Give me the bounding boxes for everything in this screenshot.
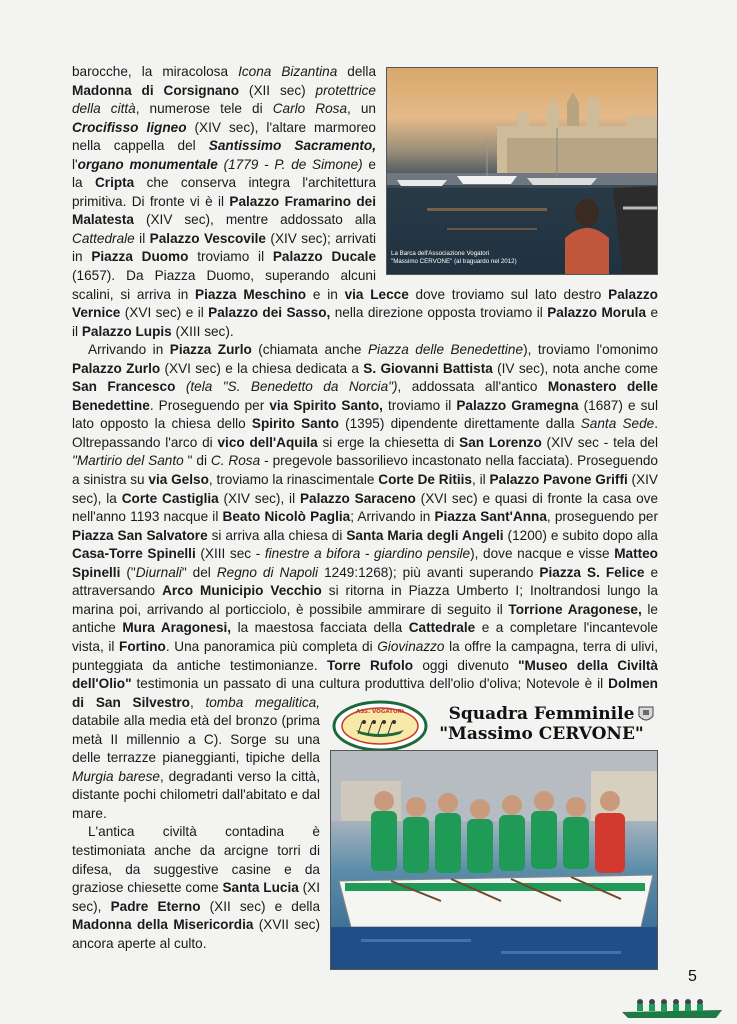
logo-text: ASS. VOGATORI bbox=[356, 709, 404, 715]
text-run: , numerose tele di bbox=[135, 101, 273, 117]
text-run: (XI sec), bbox=[72, 880, 320, 914]
text-run: la maestosa facciata della bbox=[231, 620, 409, 636]
text-run: " del bbox=[181, 564, 217, 580]
text-run: Murgia barese bbox=[72, 768, 160, 784]
text-run: Torrione Aragonese, bbox=[508, 601, 642, 617]
text-run: Santa Lucia bbox=[222, 880, 299, 896]
text-run: Santa Maria degli Angeli bbox=[346, 527, 504, 543]
text-run: Palazzo Zurlo bbox=[72, 360, 161, 376]
text-run: organo monumentale bbox=[77, 156, 218, 172]
rowing-boat-icon bbox=[620, 992, 724, 1020]
text-run: nella direzione opposta troviamo il bbox=[330, 305, 548, 321]
text-run bbox=[175, 379, 185, 394]
text-run: (XVI sec) e la chiesa dedicata a bbox=[160, 360, 364, 376]
team-title bbox=[425, 704, 658, 744]
text-run: (XIV sec), il bbox=[218, 490, 300, 506]
text-run: Icona Bizantina bbox=[238, 64, 338, 79]
text-run: Madonna di Corsignano bbox=[72, 82, 240, 98]
association-logo bbox=[332, 700, 428, 752]
text-run: . Proseguendo per bbox=[149, 397, 270, 413]
text-run: Spirito Santo bbox=[251, 416, 339, 432]
text-run: (XVII sec) ancora aperte al culto. bbox=[72, 917, 320, 951]
team-photo bbox=[330, 750, 658, 970]
text-run: Palazzo dei Sasso, bbox=[208, 305, 331, 321]
text-run: Palazzo Vescovile bbox=[149, 230, 266, 246]
text-run: che conserva integra l'architettura primitiva. Di fronte vi è il bbox=[72, 175, 377, 209]
text-run: (XIV sec - tela del bbox=[541, 434, 658, 450]
text-run: e il bbox=[72, 305, 659, 339]
text-run: , addossata all'antico bbox=[397, 379, 548, 395]
text-run: vico dell'Aquila bbox=[217, 434, 318, 450]
photo-caption bbox=[391, 250, 571, 266]
text-run: Piazza Zurlo bbox=[169, 342, 252, 358]
text-run: Torre Rufolo bbox=[326, 657, 414, 673]
text-run: Piazza S. Felice bbox=[539, 564, 645, 580]
text-run: databile alla media età del bronzo (prima metà II millennio a C). Sorge su una delle terrazze pianeggianti, tipiche della bbox=[72, 713, 320, 766]
text-run: troviamo il bbox=[188, 249, 273, 265]
text-run: "Museo della Civiltà dell'Olio" bbox=[72, 657, 658, 692]
text-run: (XVI sec) e quasi di fronte la casa ove nell'anno 1193 nacque il bbox=[72, 490, 659, 525]
text-run: . Oltrepassando l'arco di bbox=[72, 416, 658, 450]
harbor-scene-illustration bbox=[387, 68, 658, 275]
text-run: Crocifisso ligneo bbox=[72, 119, 187, 135]
text-run: , degradanti verso la città, distante pochi chilometri dall'abitato e dal mare. bbox=[72, 768, 320, 821]
text-run: il bbox=[134, 230, 150, 246]
text-run: ), troviamo l'omonimo bbox=[523, 342, 658, 358]
text-run: (XII sec) bbox=[239, 82, 316, 98]
text-run: Arrivando in bbox=[88, 342, 170, 358]
text-run: 1249:1268); più avanti superando bbox=[318, 564, 540, 580]
text-run: (1687) e sul lato opposto la chiesa dello bbox=[72, 397, 658, 432]
text-run: l' bbox=[72, 156, 78, 172]
text-run: (XIII sec). bbox=[171, 323, 234, 339]
text-run: Giovinazzo bbox=[377, 638, 445, 654]
text-run: (1395) dipendente direttamente dalla bbox=[338, 416, 581, 432]
text-run: Padre Eterno bbox=[110, 898, 201, 914]
text-run: si erge la chiesetta di bbox=[317, 434, 460, 450]
text-run: Piazza Sant'Anna bbox=[434, 509, 547, 525]
photo-caption-line-1: La Barca dell'Associazione Vogatori bbox=[391, 250, 490, 257]
text-run: (1779 - P. de Simone) bbox=[223, 156, 363, 172]
photo-caption-line-2: "Massimo CERVONE" (al traguardo nel 2012) bbox=[391, 258, 517, 265]
text-run: e la bbox=[72, 156, 376, 191]
text-run: si ritorna in Piazza Umberto I; Inoltrandosi lungo la marina poi, arrivando al porticciolo, è possibile ammirare di seguito il bbox=[72, 583, 658, 617]
text-run: " di bbox=[183, 453, 211, 469]
text-run: Cattedrale bbox=[72, 230, 135, 246]
text-run: ; Arrivando in bbox=[350, 509, 435, 525]
text-run: si arriva alla chiesa di bbox=[207, 527, 347, 543]
text-run: Piazza Meschino bbox=[195, 286, 307, 302]
text-run: , bbox=[189, 694, 206, 710]
text-run: "Martirio del Santo bbox=[72, 453, 184, 469]
text-run: tomba megalitica, bbox=[205, 694, 320, 710]
text-run: Arco Municipio Vecchio bbox=[162, 583, 322, 599]
text-run: della bbox=[337, 64, 377, 79]
text-run: L'antica civiltà contadina è testimoniata anche da arcigne torri di difesa, da suggestive casine e da graziose chiesette come bbox=[72, 824, 320, 896]
text-run: Diurnali bbox=[135, 564, 182, 580]
text-run: barocche, la miracolosa bbox=[72, 64, 239, 79]
text-run: Carlo Rosa bbox=[272, 101, 348, 117]
text-run: (XVI sec) e il bbox=[120, 305, 209, 321]
text-run: (XIV sec); arrivati in bbox=[72, 230, 377, 265]
text-run: e a completare l'incantevole vista, il bbox=[72, 620, 658, 654]
text-run: Piazza Duomo bbox=[91, 249, 189, 265]
city-crest-icon bbox=[638, 706, 654, 724]
text-run: via Spirito Santo, bbox=[269, 397, 383, 413]
text-run: Palazzo Lupis bbox=[81, 323, 172, 339]
text-run: Regno di Napoli bbox=[216, 564, 319, 580]
text-run: Palazzo Ducale bbox=[272, 249, 377, 265]
text-run: via Gelso bbox=[148, 472, 209, 488]
page-number: 5 bbox=[688, 968, 697, 985]
text-run: (IV sec), nota anche come bbox=[492, 360, 658, 376]
text-run: (" bbox=[120, 564, 136, 580]
text-run: , un bbox=[347, 101, 376, 117]
text-run: (XIII sec - bbox=[195, 546, 265, 562]
text-run: Piazza delle Benedettine bbox=[367, 342, 524, 358]
text-run: Palazzo Morula bbox=[547, 305, 647, 321]
text-run: Corte De Ritiis bbox=[378, 472, 472, 488]
text-run: Palazzo Pavone Griffi bbox=[489, 472, 628, 488]
text-run: Palazzo Saraceno bbox=[299, 490, 416, 506]
text-run: (tela "S. Benedetto da Norcia") bbox=[185, 379, 398, 395]
text-run: Santa Sede bbox=[580, 416, 655, 432]
text-run: (1657). Da Piazza Duomo, superando alcuni scalini, si arriva in bbox=[72, 268, 376, 302]
text-run: dove troviamo sul lato destro bbox=[408, 286, 609, 302]
text-run: San Francesco bbox=[72, 379, 176, 395]
text-run: Palazzo Framarino dei Malatesta bbox=[72, 193, 377, 228]
text-run: Beato Nicolò Paglia bbox=[222, 509, 351, 525]
text-run: C. Rosa bbox=[210, 453, 261, 469]
text-run: oggi divenuto bbox=[413, 657, 519, 673]
text-run: Madonna della Misericordia bbox=[72, 917, 254, 933]
text-run: Dolmen di San Silvestro bbox=[72, 676, 658, 710]
text-run: Monastero delle Benedettine bbox=[72, 379, 658, 413]
text-run: , troviamo la rinascimentale bbox=[208, 472, 379, 488]
text-run: protettrice della città bbox=[72, 82, 376, 117]
text-run: via Lecce bbox=[344, 286, 409, 302]
text-run: , il bbox=[472, 472, 490, 488]
text-run: Piazza San Salvatore bbox=[72, 527, 208, 543]
text-run: Santissimo Sacramento, bbox=[208, 138, 376, 154]
text-run: (XIV sec), la bbox=[72, 472, 658, 506]
text-run: Palazzo Gramegna bbox=[456, 397, 579, 413]
text-run: (XIV sec), l'altare marmoreo nella cappella del bbox=[72, 119, 376, 154]
text-run: Palazzo Vernice bbox=[72, 286, 658, 321]
text-run: Matteo Spinelli bbox=[72, 546, 658, 580]
team-title-line-1: Squadra Femminile bbox=[448, 704, 635, 724]
text-run: troviamo il bbox=[382, 397, 457, 413]
text-run: San Lorenzo bbox=[459, 434, 542, 450]
text-run: , proseguendo per bbox=[546, 509, 659, 525]
text-run: testimonia un passato di una cultura produttiva dell'olio d'oliva; Notevole è il bbox=[131, 676, 609, 692]
text-run: Corte Castiglia bbox=[121, 490, 219, 506]
paragraph-3-text bbox=[72, 824, 320, 950]
text-run: (1200) e subito dopo alla bbox=[503, 527, 658, 543]
boat-photo bbox=[386, 67, 658, 275]
text-run: - pregevole bassorilievo incastonato nella facciata). Proseguendo a sinistra su bbox=[72, 453, 658, 488]
text-run: la offre la campagna, terra di ulivi, punteggiata da antiche testimonianze. bbox=[72, 638, 658, 673]
text-run: . Una panoramica più completa di bbox=[165, 638, 378, 654]
text-run: finestre a bifora - giardino pensile bbox=[264, 546, 471, 562]
text-run: Casa-Torre Spinelli bbox=[72, 546, 196, 562]
text-run: (XIV sec), mentre addossato alla bbox=[133, 212, 376, 228]
text-run: e in bbox=[306, 286, 345, 302]
womens-team-section bbox=[330, 700, 658, 970]
rowing-team-illustration bbox=[331, 751, 658, 970]
text-run: (chiamata anche bbox=[251, 342, 368, 358]
text-run: e attraversando bbox=[72, 564, 659, 599]
text-run: S. Giovanni Battista bbox=[363, 360, 493, 376]
text-run: Fortino bbox=[119, 638, 166, 654]
text-run: Cripta bbox=[94, 175, 135, 191]
text-run: Cattedrale bbox=[408, 620, 476, 636]
text-run: ), dove nacque e visse bbox=[470, 546, 615, 562]
text-run: (XII sec) e della bbox=[200, 898, 321, 914]
text-run: Mura Aragonesi, bbox=[122, 620, 232, 636]
team-title-line-2: "Massimo CERVONE" bbox=[439, 724, 644, 744]
text-run: le antiche bbox=[72, 601, 658, 636]
